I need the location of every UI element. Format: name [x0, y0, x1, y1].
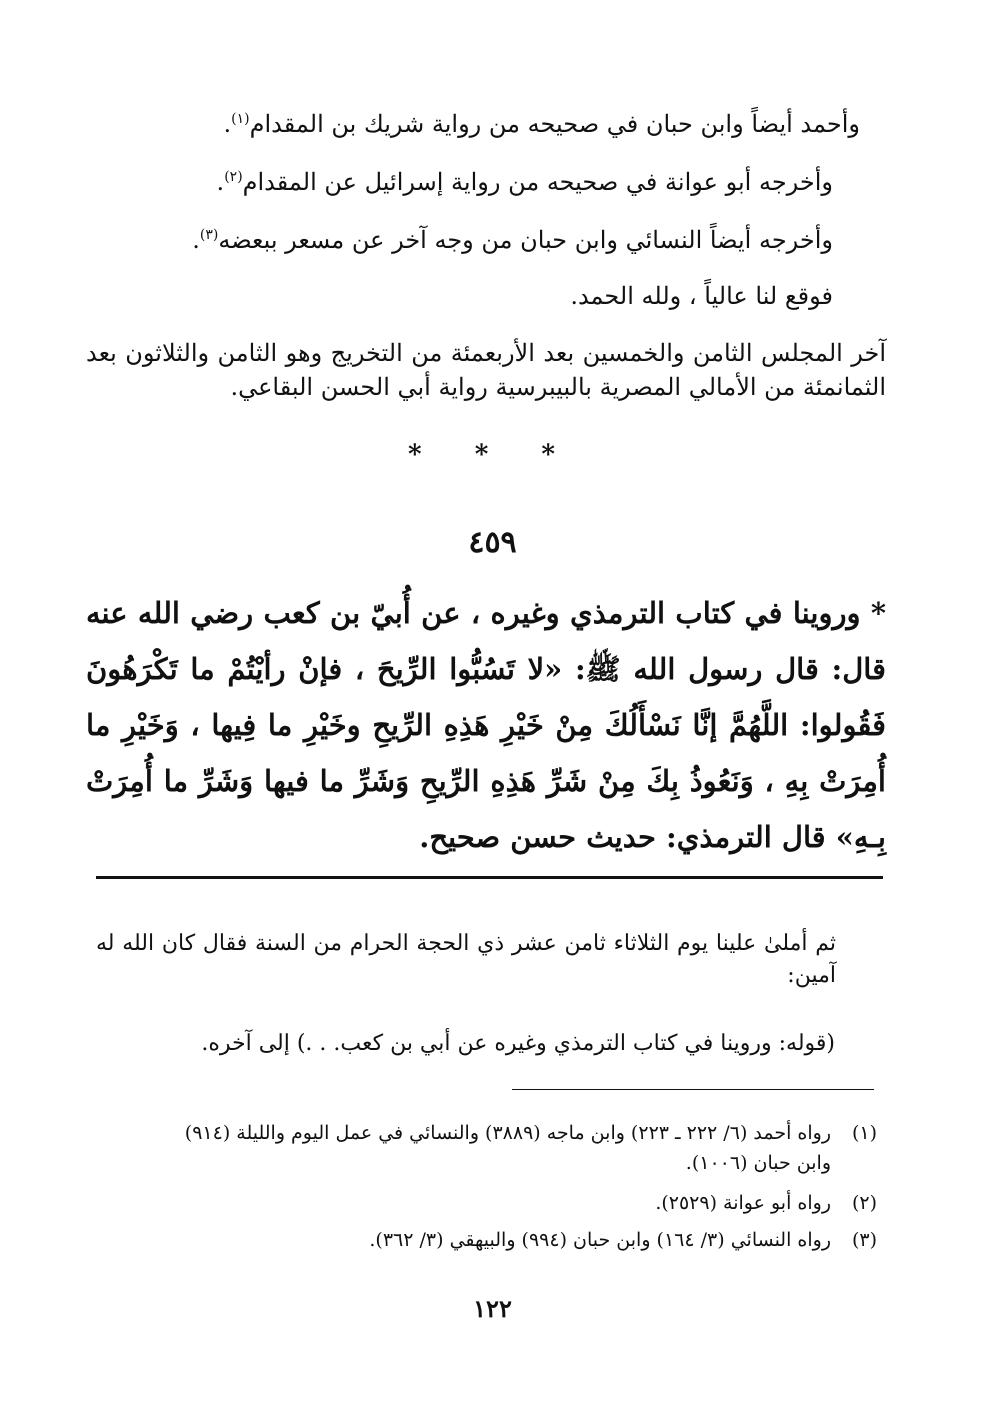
footnote-3-number: (٣)	[851, 1229, 877, 1251]
footnote-1-line-1: رواه أحمد (٦/ ٢٢٢ ـ ٢٢٣) وابن ماجه (٣٨٨٩) والنسائي في عمل اليوم والليلة (٩١٤)	[184, 1122, 831, 1144]
session-closing-note: آخر المجلس الثامن والخمسين بعد الأربعمئة من التخريج وهو الثامن والثلاثون بعد الثمانمئة من الأمالي المصرية بالبيبرسية رواية أبي الحسن البقاعي.	[86, 339, 886, 401]
body-line-2	[217, 166, 833, 198]
footnote-1-number: (١)	[851, 1122, 877, 1144]
footnote-divider	[512, 1089, 874, 1090]
section-separator: * * *	[408, 440, 577, 470]
body-line-4	[570, 280, 833, 312]
footnote-ref-2[interactable]: (٢)	[224, 169, 243, 185]
quote-note: (قوله: وروينا في كتاب الترمذي وغيره عن أبي بن كعب. . .) إلى آخره.	[201, 1031, 835, 1056]
body-line-4-text: فوقع لنا عالياً ، ولله الحمد.	[570, 282, 833, 310]
footnote-2-number: (٢)	[851, 1192, 877, 1214]
footnote-1	[87, 1118, 877, 1178]
main-divider	[96, 876, 883, 879]
page-number: ١٢٢	[473, 1294, 512, 1323]
footnote-ref-3[interactable]: (٣)	[199, 227, 219, 243]
footnote-1-line-2: وابن حبان (١٠٠٦).	[685, 1152, 831, 1174]
body-line-3-text: وأخرجه أيضاً النسائي وابن حبان من وجه آخر عن مسعر ببعضه	[218, 226, 833, 254]
body-line-1-text: وأحمد أيضاً وابن حبان في صحيحه من رواية شريك بن المقدام	[249, 110, 860, 138]
hadith-text: * وروينا في كتاب الترمذي وغيره ، عن أُبيّ بن كعب رضي الله عنه قال: قال رسول الله ﷺ: «لا تَسُبُّوا الرِّيحَ ، فإنْ رأيْتُمْ ما تَكْرَهُونَ فَقُولوا: اللَّهُمَّ إنَّا نَسْأَلُكَ مِنْ خَيْرِ هَذِهِ الرِّيحِ وخَيْرِ ما فِيها ، وَخَيْرِ ما أُمِرَتْ بِهِ ، وَنَعُوذُ بِكَ مِنْ شَرِّ هَذِهِ الرِّيحِ وَشَرِّ ما فيها وَشَرِّ ما أُمِرَتْ بِـهِ» قال الترمذي: حديث حسن صحيح.	[86, 596, 886, 854]
body-line-3-end: .	[192, 226, 200, 254]
body-line-1-end: .	[223, 110, 232, 138]
body-line-2-end: .	[216, 168, 225, 196]
footnote-2-line-1: رواه أبو عوانة (٢٥٢٩).	[655, 1192, 831, 1214]
footnote-3-line-1: رواه النسائي (٣/ ١٦٤) وابن حبان (٩٩٤) والبيهقي (٣/ ٣٦٢).	[369, 1229, 831, 1251]
body-line-2-text: وأخرجه أبو عوانة في صحيحه من رواية إسرائيل عن المقدام	[242, 168, 833, 196]
session-note: ثم أملىٰ علينا يوم الثلاثاء ثامن عشر ذي الحجة الحرام من السنة فقال كان الله له آمين:	[96, 931, 836, 988]
footnote-ref-1[interactable]: (١)	[231, 111, 250, 127]
body-line-1	[224, 108, 860, 140]
hadith-number: ٤٥٩	[468, 525, 517, 560]
body-line-3	[192, 224, 833, 256]
